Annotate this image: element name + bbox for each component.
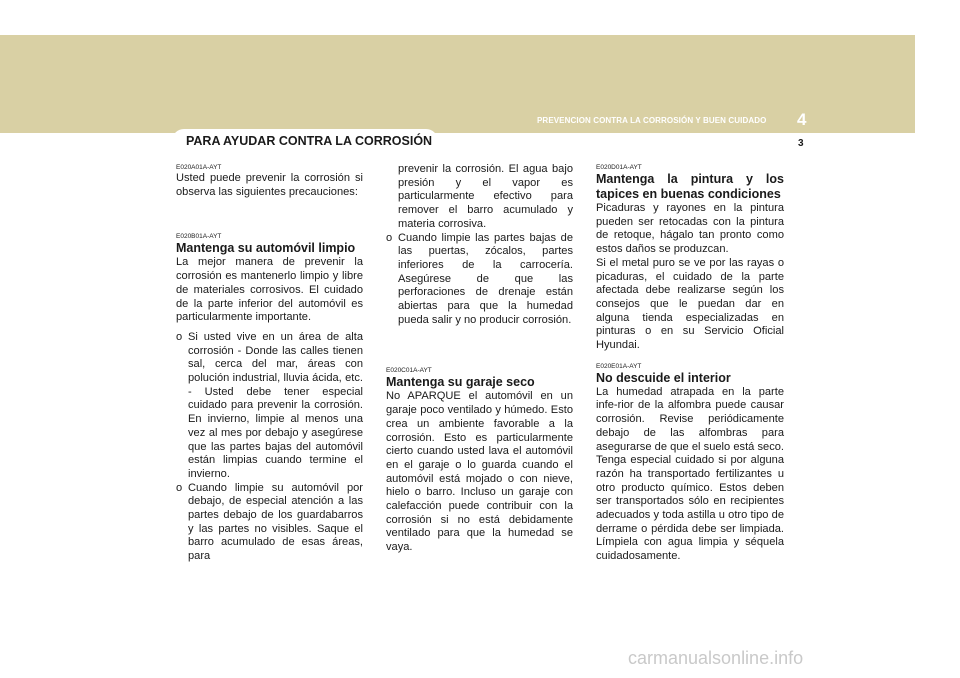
section-code: E020A01A-AYT <box>176 164 222 171</box>
bullet-text: Cuando limpie su automóvil por debajo, de especial atención a las partes debajo de los guardabarros y las partes no visibles. Saque el barro acumulado de esas áreas, para <box>188 481 363 563</box>
page-number-tab <box>784 135 847 155</box>
heading-clean-car: Mantenga su automóvil limpio <box>176 241 356 256</box>
paragraph: La mejor manera de prevenir la corrosión es mantenerlo limpio y libre de materiales corrosivos. El cuidado de la parte inferior del automóvil es particularmente importante. <box>176 256 363 324</box>
section-code: E020B01A-AYT <box>176 233 222 241</box>
heading-interior: No descuide el interior <box>596 370 731 385</box>
bullet-continuation <box>386 163 573 232</box>
bullet-text: Si usted vive en un área de alta corrosión - Donde las calles tienen sal, cerca del mar, áreas con polución industrial, lluvia ácida, etc. - Usted debe tener especial cuidado para prevenir la corrosión. En invierno, limpie al menos una vez al mes por debajo y asegúrese que las partes bajas del automóvil están limpias cuando termine el invierno. <box>188 330 363 480</box>
bullet-item <box>176 331 363 482</box>
header-band <box>0 35 915 133</box>
column-1 <box>176 164 363 564</box>
heading-paint: Mantenga la pintura y los tapices en buenas condiciones <box>596 172 784 201</box>
paragraph: Si el metal puro se ve por las rayas o picaduras, el cuidado de la parte afectada debe realizarse según los consejos que le puedan dar en alguna tienda especializadas en pinturas o en su Servicio Oficial Hyundai. <box>596 256 784 352</box>
paragraph: Picaduras y rayones en la pintura pueden ser retocadas con la pintura de retoque, hágalo tan pronto como estos daños se produzcan. <box>596 202 784 256</box>
paragraph: La humedad atrapada en la parte infe-rior de la alfombra puede causar corrosión. Revise periódicamente debajo de las alfombras para asegurarse de que el suelo está seco. Tenga especial cuidado si por alguna razón ha transportado fertilizantes u otro producto químico. Estos deben ser transportados sólo en recipientes adecuados y toda astilla u otro tipo de derrame o pérdida debe ser limpiada. Límpiela con agua limpia y séquela cuidadosamente. <box>596 385 784 563</box>
watermark: carmanualsonline.info <box>628 648 804 668</box>
page-number: 3 <box>798 138 804 149</box>
bullet-text: prevenir la corrosión. El agua bajo presión y el vapor es particularmente efectivo para remover el barro acumulado y materia corrosiva. <box>398 163 573 230</box>
section-title: PARA AYUDAR CONTRA LA CORROSIÓN <box>186 134 433 148</box>
column-3 <box>596 164 784 564</box>
heading-dry-garage: Mantenga su garaje seco <box>386 375 535 390</box>
bullet-mark: o <box>176 330 183 343</box>
bullet-mark: o <box>386 231 393 244</box>
column-2 <box>386 163 573 555</box>
section-code: E020D01A-AYT <box>596 164 642 171</box>
section-code: E020E01A-AYT <box>596 362 642 370</box>
chapter-title: PREVENCION CONTRA LA CORROSIÓN Y BUEN CUIDADO <box>537 116 767 125</box>
section-code: E020C01A-AYT <box>386 367 432 375</box>
chapter-number: 4 <box>797 110 807 129</box>
paragraph: No APARQUE el automóvil en un garaje poco ventilado y húmedo. Esto crea un ambiente favorable a la corrosión. Esto es particularmente cierto cuando usted lava el automóvil en el garaje o lo guarda cuando el automóvil está mojado o con nieve, hielo o barro. Incluso un garaje con calefacción puede contribuir con la corrosión si no está debidamente ventilado para que la humedad se vaya. <box>386 390 573 554</box>
bullet-mark: o <box>176 481 183 494</box>
bullet-text: Cuando limpie las partes bajas de las puertas, zócalos, partes inferiores de la carrocería. Asegúrese de que las perforaciones de drenaje están abiertas para que la humedad pueda salir y no producir corrosión. <box>398 231 573 326</box>
bullet-item <box>176 482 363 564</box>
intro-paragraph: Usted puede prevenir la corrosión si observa las siguientes precauciones: <box>176 172 363 198</box>
bullet-item <box>386 232 573 328</box>
